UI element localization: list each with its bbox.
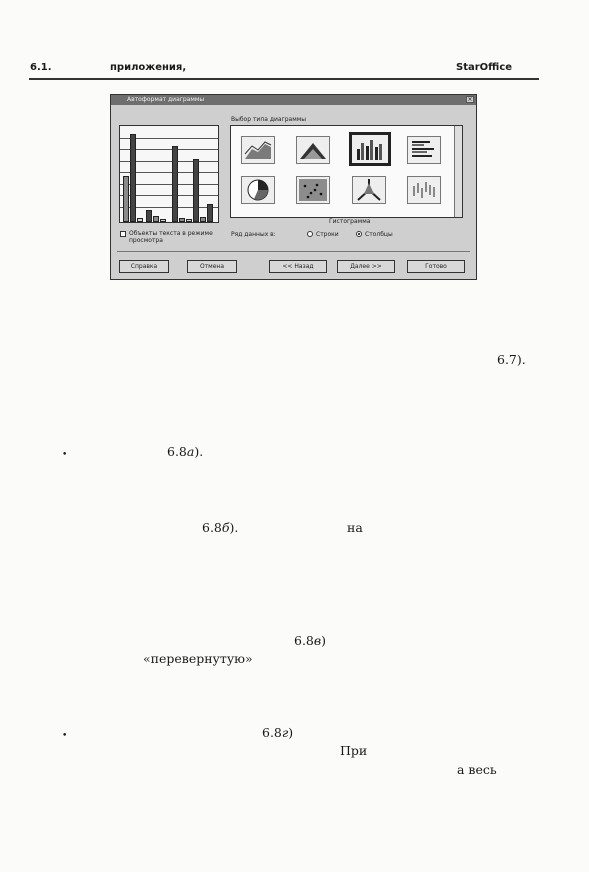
ref-letter: в xyxy=(313,633,322,648)
preview-bar xyxy=(130,134,136,222)
figure-ref-6-8g xyxy=(262,725,293,740)
dialog-titlebar xyxy=(111,95,476,105)
close-icon[interactable]: × xyxy=(467,96,473,103)
ref-tail: ) xyxy=(321,633,327,648)
gallery-scrollbar[interactable] xyxy=(454,126,462,217)
chart-autoformat-dialog xyxy=(110,94,477,280)
preview-bar xyxy=(200,217,206,222)
text-objects-label: Объекты текста в режиме xyxy=(129,230,213,237)
selected-type-name: Гистограмма xyxy=(329,218,371,225)
ref-number: 6.8 xyxy=(167,444,187,459)
net-chart-icon xyxy=(353,177,385,203)
columns-label: Столбцы xyxy=(365,231,393,238)
ref-number: 6.8 xyxy=(202,520,222,535)
dialog-title: Автоформат диаграммы xyxy=(127,96,205,103)
figure-ref-6-8a xyxy=(167,444,203,459)
bar-chart-icon xyxy=(408,137,440,163)
bullet: • xyxy=(62,450,68,460)
scatter-chart-icon xyxy=(297,177,329,203)
figure-ref-6-7: 6.7). xyxy=(497,352,526,367)
text-objects-label-2: просмотра xyxy=(129,237,163,244)
preview-bar xyxy=(186,219,192,222)
rows-label: Строки xyxy=(316,231,339,238)
section-number: 6.1. xyxy=(30,62,52,73)
ref-letter: а xyxy=(186,444,195,459)
data-series-label: Ряд данных в: xyxy=(231,231,276,238)
preview-bar xyxy=(146,210,152,222)
preview-bar xyxy=(153,216,159,222)
preview-bar xyxy=(137,218,143,222)
next-button[interactable]: Далее >> xyxy=(337,260,395,273)
chart-type-pie[interactable] xyxy=(241,176,275,204)
chart-type-stock[interactable] xyxy=(407,176,441,204)
area-3d-chart-icon xyxy=(297,137,329,163)
chart-type-gallery xyxy=(230,125,463,218)
header-product: StarOffice xyxy=(456,62,513,73)
stock-chart-icon xyxy=(408,177,440,203)
cancel-button[interactable]: Отмена xyxy=(187,260,237,273)
word-pri: При xyxy=(340,743,368,758)
header-title: приложения, xyxy=(110,62,187,73)
back-button[interactable]: << Назад xyxy=(269,260,327,273)
column-chart-icon xyxy=(352,135,388,163)
header-rule xyxy=(29,78,539,80)
text-objects-checkbox[interactable] xyxy=(120,231,126,237)
columns-radio[interactable] xyxy=(356,231,362,237)
chart-preview xyxy=(119,125,219,223)
ref-tail: ). xyxy=(194,444,204,459)
preview-bar xyxy=(123,176,129,222)
ref-letter: б xyxy=(221,520,230,535)
word-na: на xyxy=(347,520,363,535)
button-separator xyxy=(117,251,470,252)
chart-type-label: Выбор типа диаграммы xyxy=(231,116,306,123)
preview-bar xyxy=(172,146,178,222)
quoted-word: «перевернутую» xyxy=(143,651,253,666)
ref-letter: г xyxy=(281,725,289,740)
figure-ref-6-8b xyxy=(202,520,238,535)
ref-number: 6.8 xyxy=(262,725,282,740)
ref-tail: ). xyxy=(229,520,239,535)
help-button[interactable]: Справка xyxy=(119,260,169,273)
chart-type-area[interactable] xyxy=(241,136,275,164)
chart-type-area-3d[interactable] xyxy=(296,136,330,164)
preview-bar xyxy=(193,159,199,222)
bullet: • xyxy=(62,731,68,741)
preview-bar xyxy=(207,204,213,222)
rows-radio[interactable] xyxy=(307,231,313,237)
ref-tail: ) xyxy=(288,725,294,740)
chart-type-scatter[interactable] xyxy=(296,176,330,204)
chart-type-bar[interactable] xyxy=(407,136,441,164)
area-chart-icon xyxy=(242,137,274,163)
chart-type-column[interactable] xyxy=(349,132,391,166)
chart-type-net[interactable] xyxy=(352,176,386,204)
word-a-ves: а весь xyxy=(457,762,497,777)
preview-bar xyxy=(179,218,185,222)
ref-number: 6.8 xyxy=(294,633,314,648)
finish-button[interactable]: Готово xyxy=(407,260,465,273)
figure-ref-6-8v xyxy=(294,633,326,648)
pie-chart-icon xyxy=(242,177,274,203)
preview-bar xyxy=(160,219,166,222)
